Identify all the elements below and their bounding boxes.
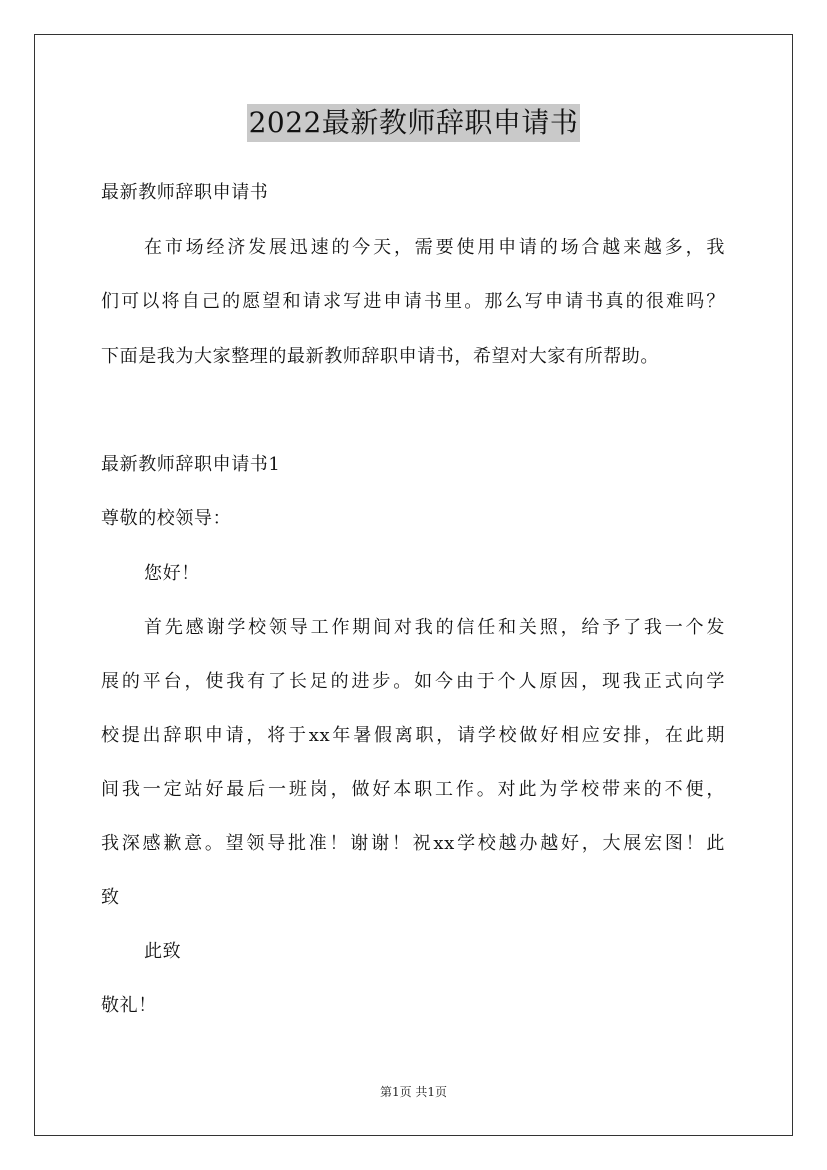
body-line-5: 我深感歉意。望领导批准！谢谢！祝xx学校越办越好，大展宏图！此 [101, 833, 725, 854]
body-line-1: 首先感谢学校领导工作期间对我的信任和关照，给予了我一个发 [144, 617, 725, 638]
closing-line-1: 此致 [144, 941, 182, 962]
title-wrap [0, 104, 827, 142]
body-line-2: 展的平台，使我有了长足的进步。如今由于个人原因，现我正式向学 [101, 671, 725, 692]
intro-line-2: 们可以将自己的愿望和请求写进申请书里。那么写申请书真的很难吗？ [101, 291, 725, 312]
salutation: 尊敬的校领导： [101, 508, 232, 529]
document-heading: 最新教师辞职申请书 [101, 182, 269, 203]
intro-line-1: 在市场经济发展迅速的今天，需要使用申请的场合越来越多，我 [144, 237, 725, 258]
intro-line-3: 下面是我为大家整理的最新教师辞职申请书，希望对大家有所帮助。 [101, 346, 659, 367]
page-footer: 第1页 共1页 [379, 1085, 448, 1099]
body-line-6: 致 [101, 887, 120, 908]
greeting: 您好！ [144, 563, 200, 584]
body-line-3: 校提出辞职申请，将于xx年暑假离职，请学校做好相应安排，在此期 [101, 725, 725, 746]
closing-line-2: 敬礼！ [101, 995, 157, 1016]
document-title: 2022最新教师辞职申请书 [247, 104, 581, 142]
body-line-4: 间我一定站好最后一班岗，做好本职工作。对此为学校带来的不便， [101, 779, 725, 800]
section-title: 最新教师辞职申请书1 [101, 454, 281, 475]
